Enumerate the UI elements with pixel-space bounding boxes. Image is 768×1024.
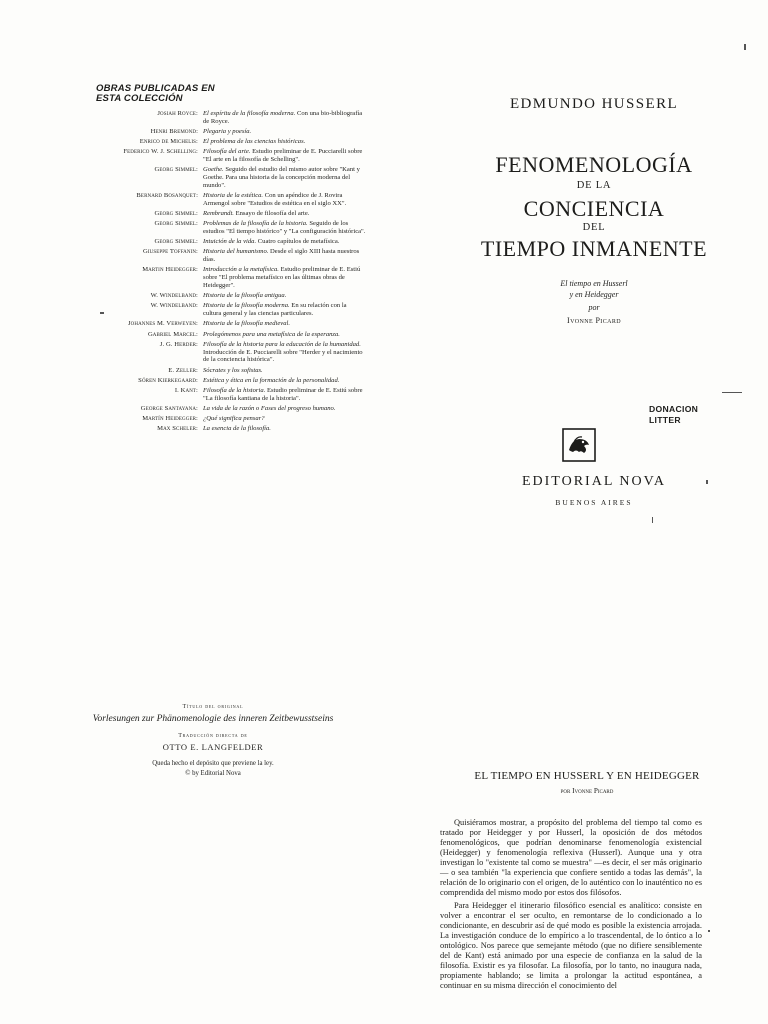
title-line: TIEMPO INMANENTE	[480, 236, 708, 261]
work-entry	[86, 110, 366, 126]
work-title: Problemas de la filosofía de la historia.	[203, 220, 308, 228]
work-description	[203, 128, 366, 136]
work-entry	[86, 220, 366, 236]
work-entry	[86, 266, 366, 289]
scan-speck	[652, 517, 653, 523]
translator-name: OTTO E. LANGFELDER	[162, 742, 264, 752]
publisher-name: EDITORIAL NOVA	[521, 474, 666, 489]
work-description	[203, 331, 366, 339]
work-description	[203, 341, 366, 364]
work-author: Johannes M. Verweyen:	[127, 320, 198, 328]
work-title: Plegaria y poesía.	[203, 127, 252, 135]
subtitle-line: El tiempo en Husserl	[560, 279, 628, 288]
publisher-logo-icon	[562, 428, 596, 462]
essay-paragraph: Quisiéramos mostrar, a propósito del problema del tiempo tal como es tratado por Heidegger y por Husserl, la oposición de dos métodos fenomenológicos, que podrían denominarse fenomenología existencial (Heidegger) y fenomenología reflexiva (Husserl). Aunque una y otra investigan lo "existente tal como se muestra" —es decir, el ser más originario— o sea también "la experiencia que confiere sentido a todas las demás", la relación de lo originario con el origen, de lo auténtico con lo inauténtico no es comprendida del mismo modo por estos dos filósofos.	[440, 818, 702, 897]
work-author: Federico W. J. Schelling:	[123, 148, 198, 156]
work-title: Prolegómenos para una metafísica de la esperanza.	[203, 330, 340, 338]
work-author: Martín Heidegger:	[142, 415, 198, 423]
work-author: Max Scheler:	[157, 425, 198, 433]
original-title-label: Título del original	[182, 704, 244, 710]
work-entry	[86, 292, 366, 300]
work-entry	[86, 166, 366, 189]
work-note: Cuatro capítulos de metafísica.	[257, 238, 340, 246]
scan-speck	[100, 312, 104, 314]
work-description	[203, 425, 366, 433]
work-title: El problema de las ciencias históricas.	[203, 138, 306, 146]
work-author: Enrico de Michelis:	[139, 138, 198, 146]
series-heading: OBRAS PUBLICADAS EN ESTA COLECCIÓN	[96, 83, 215, 104]
work-description	[203, 166, 366, 189]
work-author: Henri Bremond:	[150, 127, 198, 135]
work-title: Historia de la filosofía antigua.	[203, 292, 287, 300]
work-entry	[86, 331, 366, 339]
work-author: E. Zeller:	[168, 366, 198, 374]
legal-deposit-note: Queda hecho el depósito que previene la ley.	[152, 760, 274, 767]
original-title: Vorlesungen zur Phänomenologie des inneren Zeitbewusstseins	[92, 714, 334, 724]
work-author: Georg Simmel:	[154, 238, 198, 246]
work-entry	[86, 148, 366, 164]
work-author: George Santayana:	[140, 404, 198, 412]
work-title: Estética y ética en la formación de la personalidad.	[203, 376, 340, 384]
work-entry	[86, 405, 366, 413]
work-note: Estudio preliminar de E. Estiú sobre "La filosofía kantiana de la historia".	[203, 386, 363, 402]
work-entry	[86, 302, 366, 318]
work-description	[203, 405, 366, 413]
work-description	[203, 220, 366, 236]
work-author: Martin Heidegger:	[142, 266, 198, 274]
essay-body	[440, 818, 702, 994]
work-title: Historia de la filosofía medieval.	[203, 320, 290, 328]
translation-label: Traducción directa de	[178, 733, 248, 739]
work-author: Gabriel Marcel:	[147, 330, 198, 338]
work-entry	[86, 128, 366, 136]
work-author: Georg Simmel:	[154, 220, 198, 228]
work-entry	[86, 377, 366, 385]
work-note: Seguido de los estudios "El tiempo histórico" y "La configuración histórica".	[203, 220, 366, 236]
work-author: W. Windelband:	[150, 302, 198, 310]
work-description	[203, 292, 366, 300]
scan-speck	[706, 480, 708, 484]
work-author: I. Kant:	[174, 386, 198, 394]
work-entry	[86, 367, 366, 375]
work-author: W. Windelband:	[150, 292, 198, 300]
publisher-city: BUENOS AIRES	[555, 498, 633, 507]
donation-stamp-line: DONACION	[649, 404, 699, 414]
work-entry	[86, 341, 366, 364]
work-title: Rembrandt.	[203, 210, 234, 218]
work-entry	[86, 425, 366, 433]
work-entry	[86, 387, 366, 403]
work-entry	[86, 248, 366, 264]
work-entry	[86, 210, 366, 218]
work-entry	[86, 192, 366, 208]
copyright-line: © by Editorial Nova	[185, 770, 241, 777]
work-description	[203, 387, 366, 403]
title-line: FENOMENOLOGÍA	[495, 152, 693, 177]
work-author: Georg Simmel:	[154, 210, 198, 218]
work-author: Sören Kierkegaard:	[138, 376, 198, 384]
work-description	[203, 367, 366, 375]
work-description	[203, 320, 366, 328]
work-entry	[86, 238, 366, 246]
work-note: En su relación con la cultura general y las ciencias particulares.	[203, 302, 347, 318]
work-note: Desde el siglo XIII hasta nuestros días.	[203, 248, 360, 264]
work-description	[203, 266, 366, 289]
subtitle-line: por	[588, 303, 600, 312]
work-note: Con un apéndice de J. Rovira Armengol sobre "Estudios de estética en el siglo XX".	[203, 192, 347, 207]
work-note: Ensayo de filosofía del arte.	[235, 210, 310, 218]
work-author: Georg Simmel:	[154, 166, 198, 174]
work-title: Sócrates y los sofistas.	[203, 366, 263, 374]
work-description	[203, 377, 366, 385]
work-title: Goethe.	[203, 166, 224, 174]
work-note: Seguido del estudio del mismo autor sobre "Kant y Goethe. Para una historia de la concepción moderna del mundo".	[203, 166, 360, 189]
essay-author-text: por Ivonne Picard	[560, 787, 614, 795]
work-note: Introducción de E. Pucciarelli sobre "Herder y el nacimiento de la conciencia histórica".	[203, 348, 363, 364]
author-name: EDMUNDO HUSSERL	[509, 96, 679, 112]
work-description	[203, 248, 366, 264]
work-description	[203, 415, 366, 423]
work-title: Historia de la filosofía moderna.	[203, 302, 290, 310]
work-entry	[86, 138, 366, 146]
work-description	[203, 210, 366, 218]
title-line: DE LA	[576, 180, 612, 191]
subtitle-author: Ivonne Picard	[567, 316, 621, 325]
work-description	[203, 302, 366, 318]
work-title: Historia del humanismo.	[203, 248, 269, 256]
scan-speck	[744, 44, 746, 50]
scan-speck	[708, 930, 710, 932]
work-author: Josiah Royce:	[157, 110, 198, 117]
work-description	[203, 238, 366, 246]
subtitle-line: y en Heidegger	[569, 290, 619, 299]
essay-title: EL TIEMPO EN HUSSERL Y EN HEIDEGGER	[474, 770, 700, 782]
work-title: Introducción a la metafísica.	[203, 266, 279, 274]
work-title: Historia de la estética.	[203, 192, 264, 200]
work-author: J. G. Herder:	[159, 340, 198, 348]
work-description	[203, 148, 366, 164]
work-title: La vida de la razón o Fases del progreso humano.	[203, 404, 336, 412]
work-description	[203, 138, 366, 146]
title-line: DEL	[582, 222, 606, 233]
essay-author	[410, 787, 764, 795]
work-author: Bernard Bosanquet:	[136, 192, 198, 200]
title-line: CONCIENCIA	[523, 196, 665, 221]
work-title: Filosofía del arte.	[203, 148, 251, 156]
work-entry	[86, 415, 366, 423]
donation-stamp	[649, 404, 698, 426]
work-title: Intuición de la vida.	[203, 238, 257, 246]
work-title: ¿Qué significa pensar?	[203, 415, 265, 423]
scan-dash	[722, 392, 742, 393]
work-author: Giuseppe Toffanin:	[143, 248, 198, 256]
work-title: Filosofía de la historia.	[203, 386, 266, 394]
work-title: El espíritu de la filosofía moderna.	[203, 110, 296, 117]
work-title: Filosofía de la historia para la educación de la humanidad.	[203, 340, 361, 348]
work-note: Con una bio-bibliografía de Royce.	[203, 110, 363, 125]
work-entry	[86, 320, 366, 328]
work-description	[203, 192, 366, 208]
work-note: Estudio preliminar de E. Pucciarelli sobre "El arte en la filosofía de Schelling".	[203, 148, 363, 164]
donation-stamp-line: LITTER	[649, 415, 681, 425]
essay-paragraph: Para Heidegger el itinerario filosófico esencial es analítico: consiste en volver a encontrar el ser oculto, en remontarse de lo condicionado a lo condicionante, en descubrir así de qué modo es posible la existencia arrojada. La investigación conduce de lo empírico a lo trascendental, de lo óntico a lo ontológico. Nos parece que semejante método (que no difiere sensiblemente del de Kant) está animado por una especie de confianza en la salud de la filosofía. Existir es ya filosofar. La filosofía, por lo tanto, no inaugura nada, propiamente hablando; se limita a prolongar la actitud espontánea, a continuar en su misma dirección el conocimiento del	[440, 901, 702, 990]
work-note: Estudio preliminar de E. Estiú sobre "El problema metafísico en las últimas obras de Heidegger".	[203, 266, 361, 290]
works-list	[86, 110, 366, 435]
work-description	[203, 110, 366, 126]
work-title: La esencia de la filosofía.	[203, 425, 271, 433]
